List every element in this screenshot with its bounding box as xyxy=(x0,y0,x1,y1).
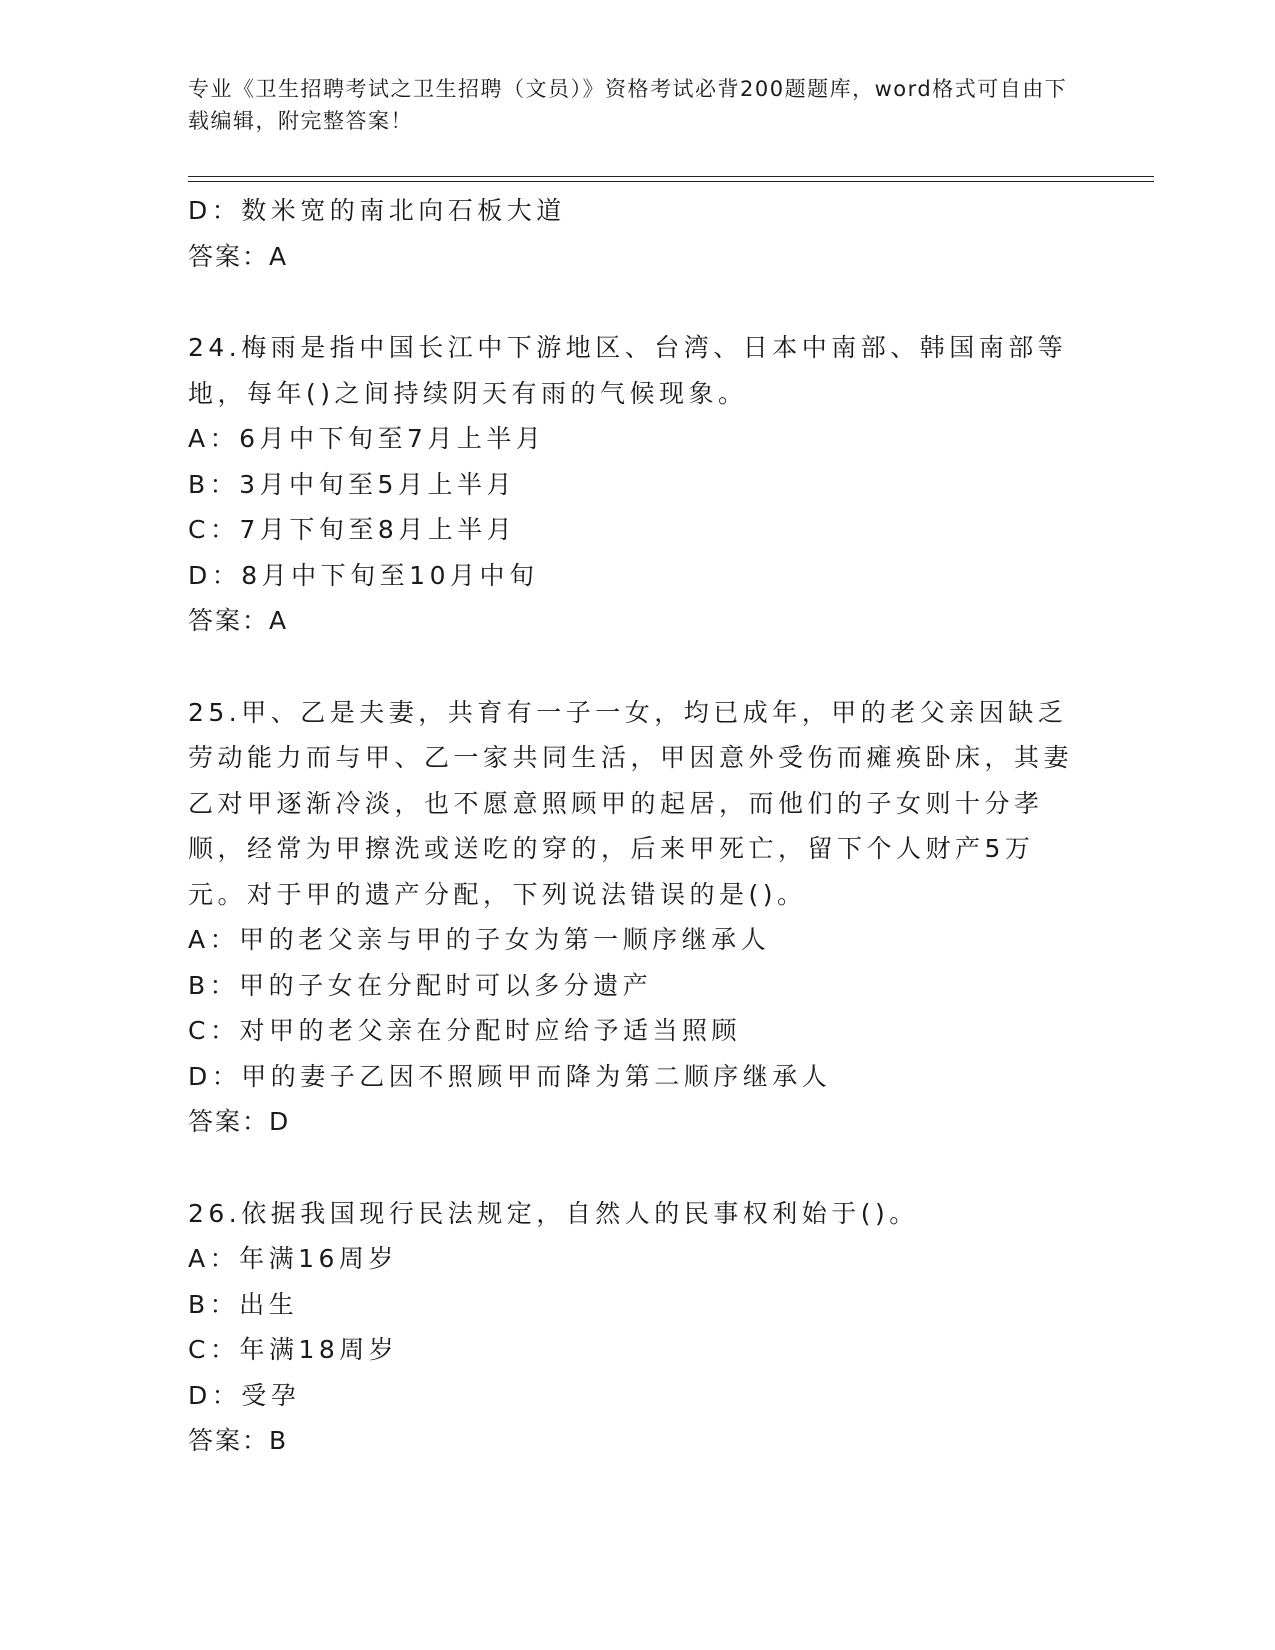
answer-line: 答案：A xyxy=(188,606,289,635)
option-d: D：受孕 xyxy=(188,1380,301,1410)
answer-line: 答案：A xyxy=(188,241,289,271)
question-26 xyxy=(188,1191,1088,1464)
option-d: D：甲的妻子乙因不照顾甲而降为第二顺序继承人 xyxy=(188,1061,832,1091)
document-header: 专业《卫生招聘考试之卫生招聘（文员）》资格考试必背200题题库，word格式可自由下载编辑，附完整答案！ xyxy=(188,77,1068,133)
option-d: D：数米宽的南北向石板大道 xyxy=(188,196,566,225)
question-content xyxy=(188,188,1088,1464)
question-stem: 24.梅雨是指中国长江中下游地区、台湾、日本中南部、韩国南部等地，每年()之间持续阴天有雨的气候现象。 xyxy=(188,333,1068,408)
spacer xyxy=(188,279,1088,325)
answer-line: 答案：B xyxy=(188,1426,289,1455)
question-25 xyxy=(188,690,1088,1145)
question-stem: 26.依据我国现行民法规定，自然人的民事权利始于()。 xyxy=(188,1198,919,1228)
option-a: A：甲的老父亲与甲的子女为第一顺序继承人 xyxy=(188,925,771,954)
spacer xyxy=(188,644,1088,690)
option-c: C：对甲的老父亲在分配时应给予适当照顾 xyxy=(188,1016,741,1045)
header-divider xyxy=(188,176,1154,182)
option-c: C：7月下旬至8月上半月 xyxy=(188,515,517,544)
option-a: A：年满16周岁 xyxy=(188,1244,398,1273)
option-b: B：出生 xyxy=(188,1289,299,1319)
option-a: A：6月中下旬至7月上半月 xyxy=(188,424,546,453)
option-b: B：甲的子女在分配时可以多分遗产 xyxy=(188,970,653,1000)
question-stem: 25.甲、乙是夫妻，共育有一子一女，均已成年，甲的老父亲因缺乏劳动能力而与甲、乙一家共同生活，甲因意外受伤而瘫痪卧床，其妻乙对甲逐渐冷淡，也不愿意照顾甲的起居，而他们的子女则十分孝顺，经常为甲擦洗或送吃的穿的，后来甲死亡，留下个人财产5万元。对于甲的遗产分配，下列说法错误的是()。 xyxy=(188,697,1074,909)
spacer xyxy=(188,1145,1088,1191)
question-24 xyxy=(188,325,1088,644)
option-c: C：年满18周岁 xyxy=(188,1335,399,1364)
option-d: D：8月中下旬至10月中旬 xyxy=(188,560,539,590)
previous-question-tail xyxy=(188,188,1088,279)
option-b: B：3月中旬至5月上半月 xyxy=(188,469,516,499)
answer-line: 答案：D xyxy=(188,1107,291,1136)
